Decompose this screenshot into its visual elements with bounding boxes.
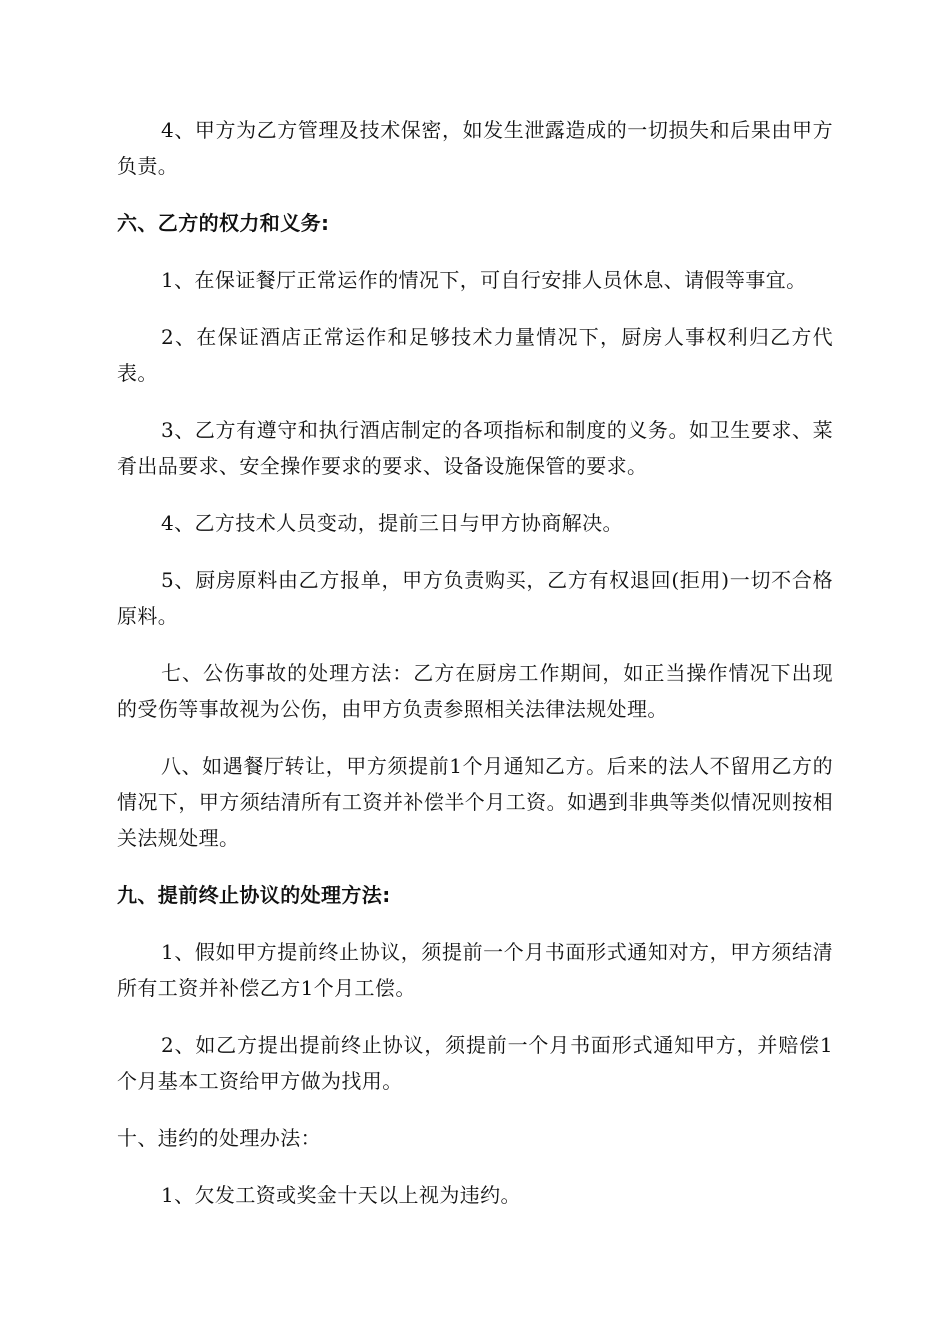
paragraph-raw-materials: 5、厨房原料由乙方报单，甲方负责购买，乙方有权退回(拒用)一切不合格原料。 bbox=[117, 568, 833, 628]
paragraph-staff-leave: 1、在保证餐厅正常运作的情况下，可自行安排人员休息、请假等事宜。 bbox=[161, 268, 807, 292]
section-heading-breach: 十、违约的处理办法： bbox=[117, 1126, 321, 1150]
paragraph-kitchen-personnel: 2、在保证酒店正常运作和足够技术力量情况下，厨房人事权利归乙方代表。 bbox=[117, 325, 833, 385]
paragraph-restaurant-transfer: 八、如遇餐厅转让，甲方须提前1个月通知乙方。后来的法人不留用乙方的情况下，甲方须结清所有工资并补偿半个月工资。如遇到非典等类似情况则按相关法规处理。 bbox=[117, 754, 833, 850]
paragraph-staff-changes: 4、乙方技术人员变动，提前三日与甲方协商解决。 bbox=[161, 511, 623, 535]
paragraph-work-injury: 七、公伤事故的处理方法：乙方在厨房工作期间，如正当操作情况下出现的受伤等事故视为公伤，由甲方负责参照相关法律法规处理。 bbox=[117, 661, 833, 721]
paragraph-unpaid-wages: 1、欠发工资或奖金十天以上视为违约。 bbox=[161, 1183, 521, 1207]
paragraph-party-a-termination: 1、假如甲方提前终止协议，须提前一个月书面形式通知对方，甲方须结清所有工资并补偿乙方1个月工偿。 bbox=[117, 940, 833, 1000]
paragraph-party-b-termination: 2、如乙方提出提前终止协议，须提前一个月书面形式通知甲方，并赔偿1个月基本工资给甲方做为找用。 bbox=[117, 1033, 833, 1093]
section-heading-early-termination: 九、提前终止协议的处理方法: bbox=[117, 883, 391, 907]
document-body bbox=[117, 112, 833, 1234]
section-heading-party-b-rights: 六、乙方的权力和义务: bbox=[117, 211, 330, 235]
paragraph-secrecy-clause: 4、甲方为乙方管理及技术保密，如发生泄露造成的一切损失和后果由甲方负责。 bbox=[117, 118, 833, 178]
paragraph-hotel-rules: 3、乙方有遵守和执行酒店制定的各项指标和制度的义务。如卫生要求、菜肴出品要求、安全操作要求的要求、设备设施保管的要求。 bbox=[117, 418, 833, 478]
